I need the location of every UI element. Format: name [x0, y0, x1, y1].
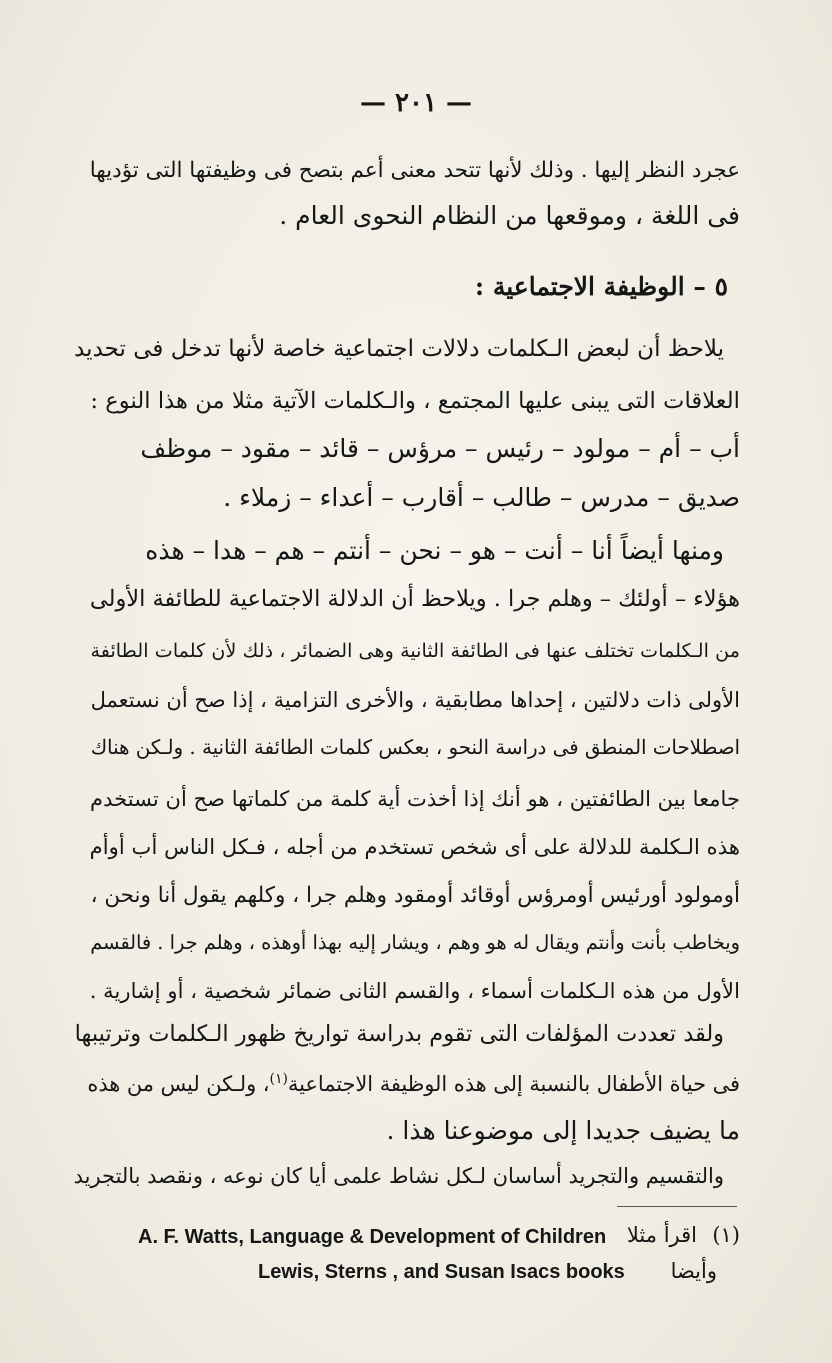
text-line: أب – أم – مولود – رئيس – مرؤس – قائد – مقود – موظف: [140, 434, 740, 463]
footnote-reference: Lewis, Sterns , and Susan Isacs books: [258, 1261, 625, 1283]
text-line: جامعا بين الطائفتين ، هو أنك إذا أخذت أية كلمة من كلماتها صح أن تستخدم: [90, 786, 740, 811]
text-line: صديق – مدرس – طالب – أقارب – أعداء – زملاء .: [223, 483, 740, 512]
section-heading: ٥ – الوظيفة الاجتماعية :: [474, 272, 728, 301]
text-line: [87, 1072, 740, 1095]
text-line: من الـكلمات تختلف عنها فى الطائفة الثانية وهى الضمائر ، ذلك لأن كلمات الطائفة: [90, 639, 740, 662]
text-line: يلاحظ أن لبعض الـكلمات دلالات اجتماعية خاصة لأنها تدخل فى تحديد: [74, 336, 724, 362]
text-line: عجرد النظر إليها . وذلك لأنها تتحد معنى أعم بتصح فى وظيفتها التى تؤديها: [89, 158, 740, 183]
text-line: العلاقات التى يبنى عليها المجتمع ، والـكلمات الآتية مثلا من هذا النوع :: [90, 388, 740, 414]
footnote-text-ar: اقرأ مثلا: [626, 1223, 697, 1247]
text-line: أومولود أورئيس أومرؤس أوقائد أومقود وهلم جرا ، وكلهم يقول أنا ونحن ،: [90, 883, 740, 908]
text-segment: ، ولـكن ليس من هذه: [87, 1071, 270, 1096]
text-line: هؤلاء – أولئك – وهلم جرا . ويلاحظ أن الدلالة الاجتماعية للطائفة الأولى: [89, 586, 740, 612]
text-line: هذه الـكلمة للدلالة على أى شخص تستخدم من أجله ، فـكل الناس أب أوأم: [89, 834, 740, 859]
footnote-reference: A. F. Watts, Language & Development of Children: [138, 1226, 607, 1248]
text-line: فى اللغة ، وموقعها من النظام النحوى العام .: [279, 201, 740, 230]
footnote-marker: (١): [269, 1071, 288, 1087]
text-line: ويخاطب بأنت وأنتم ويقال له هو وهم ، ويشار إليه بهذا أوهذه ، وهلم جرا . فالقسم: [90, 931, 740, 954]
footnote-number: (١): [712, 1223, 740, 1247]
text-line: ما يضيف جديدا إلى موضوعنا هذا .: [386, 1116, 740, 1145]
page-number: — ٢٠١ —: [359, 88, 473, 118]
text-line: الأول من هذه الـكلمات أسماء ، والقسم الثانى ضمائر شخصية ، أو إشارية .: [89, 978, 740, 1003]
text-line: اصطلاحات المنطق فى دراسة النحو ، بعكس كلمات الطائفة الثانية . ولـكن هناك: [90, 736, 740, 759]
text-line: ومنها أيضاً أنا – أنت – هو – نحن – أنتم – هم – هدا – هذه: [145, 536, 724, 565]
footnote-divider: [617, 1206, 737, 1207]
text-line: والتقسيم والتجريد أساسان لـكل نشاط علمى أيا كان نوعه ، ونقصد بالتجريد: [73, 1164, 724, 1188]
text-segment: فى حياة الأطفال بالنسبة إلى هذه الوظيفة الاجتماعية: [287, 1071, 740, 1096]
text-line: ولقد تعددت المؤلفات التى تقوم بدراسة تواريخ ظهور الـكلمات وترتيبها: [74, 1021, 724, 1047]
footnote-text-ar: وأيضا: [670, 1259, 717, 1283]
text-line: الأولى ذات دلالتين ، إحداها مطابقية ، والأخرى التزامية ، إذا صح أن نستعمل: [90, 687, 740, 712]
